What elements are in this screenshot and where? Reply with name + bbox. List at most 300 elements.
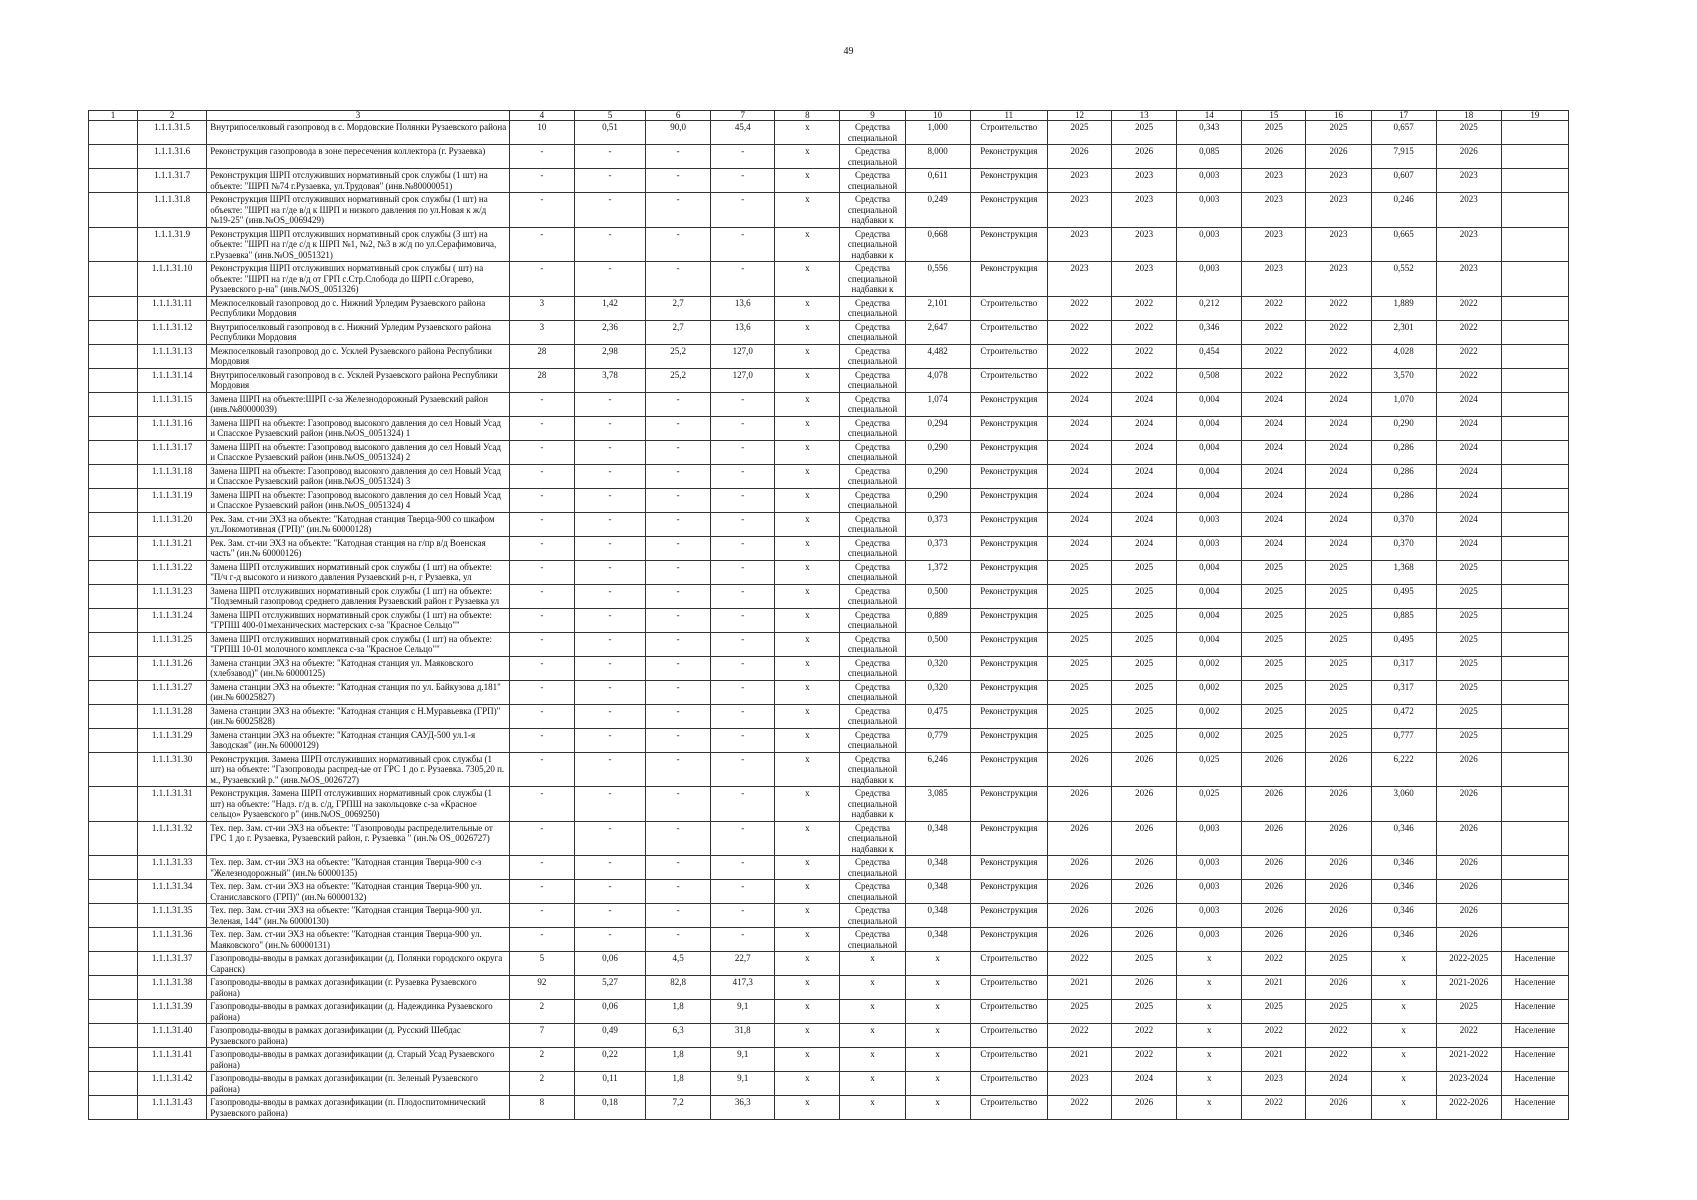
cell-text-line: специальной	[847, 273, 898, 284]
table-cell: 0,607	[1371, 169, 1436, 193]
table-cell: 0,370	[1371, 512, 1436, 536]
table-cell: 0,348	[905, 904, 970, 928]
table-cell	[1501, 752, 1568, 787]
cell-text-line: шт) на объекте: "Газопроводы распред-ые от ГРС 1 до г. Рузаевка. 7305,20 п.	[210, 764, 505, 774]
item-code-cell: 1.1.1.31.40	[138, 1024, 207, 1048]
item-code-cell: 1.1.1.31.41	[138, 1048, 207, 1072]
table-cell	[840, 1048, 905, 1072]
table-cell: 2022	[1242, 952, 1306, 976]
table-cell: 2022	[1436, 296, 1501, 320]
table-cell: -	[646, 560, 711, 584]
table-row	[89, 728, 1569, 752]
table-cell	[840, 536, 905, 560]
table-cell	[89, 752, 138, 787]
table-cell: 0,249	[905, 193, 970, 228]
table-cell: Реконструкция	[970, 752, 1047, 787]
table-cell: 2024	[1047, 488, 1111, 512]
cell-text-line: Реконструкция ШРП отслуживших нормативный срок службы (1 шт) на	[210, 194, 488, 204]
table-cell: x	[1371, 1096, 1436, 1120]
table-cell	[89, 608, 138, 632]
table-cell: 0,343	[1177, 121, 1242, 145]
table-cell: x	[905, 976, 970, 1000]
table-cell: -	[711, 680, 775, 704]
table-row	[89, 1096, 1569, 1120]
table-cell: 2025	[1242, 608, 1306, 632]
table-cell: x	[905, 952, 970, 976]
table-cell: 2026	[1047, 856, 1111, 880]
cell-text-line: специальной	[847, 132, 898, 143]
object-name-cell	[207, 787, 510, 822]
cell-text-line: "П/ч г-д высокого и низкого давления Рузаевский р-н, г Рузаевка, ул	[210, 572, 472, 582]
object-name-cell	[207, 416, 510, 440]
table-cell: 2022	[1047, 1096, 1111, 1120]
table-cell: -	[646, 464, 711, 488]
column-number-cell: 17	[1371, 111, 1436, 121]
object-name-cell	[207, 976, 510, 1000]
column-number-cell: 10	[905, 111, 970, 121]
table-cell: Строительство	[970, 320, 1047, 344]
object-name-cell	[207, 1000, 510, 1024]
table-cell: 22,7	[711, 952, 775, 976]
column-number-cell: 5	[574, 111, 645, 121]
cell-text-line: Замена станции ЭХЗ на объекте: "Катодная станция по ул. Байкузова д.181"	[210, 681, 501, 692]
table-row	[89, 344, 1569, 368]
table-cell: 28	[509, 368, 574, 392]
table-cell	[840, 488, 905, 512]
table-row	[89, 680, 1569, 704]
cell-text-line: специальной	[847, 204, 898, 215]
cell-text-line: Средства	[855, 321, 891, 332]
cell-text-line: Межпоселковый газопровод до с. Нижний Урледим Рузаевского района	[210, 297, 486, 308]
cell-text-line: специальной	[847, 548, 898, 558]
table-cell	[840, 512, 905, 536]
table-cell: 2026	[1436, 821, 1501, 856]
table-cell: 7,915	[1371, 145, 1436, 169]
table-cell	[89, 536, 138, 560]
object-name-cell	[207, 193, 510, 228]
table-cell: 0,454	[1177, 344, 1242, 368]
table-cell: 2022	[1047, 296, 1111, 320]
table-cell: 0,495	[1371, 584, 1436, 608]
cell-text-line: надбавки к	[851, 249, 894, 260]
cell-text-line: специальной	[847, 915, 898, 926]
table-cell: 0,320	[905, 656, 970, 680]
table-cell: -	[574, 680, 645, 704]
table-cell: -	[646, 656, 711, 680]
item-code-cell: 1.1.1.31.32	[138, 821, 207, 856]
table-cell	[840, 368, 905, 392]
cell-text-line: (инв.№80000039)	[210, 404, 277, 414]
table-cell: -	[509, 787, 574, 822]
table-row	[89, 904, 1569, 928]
table-cell: 0,003	[1177, 856, 1242, 880]
table-cell	[1501, 368, 1568, 392]
table-cell: Строительство	[970, 121, 1047, 145]
investment-program-table	[88, 110, 1569, 1120]
table-cell: -	[574, 608, 645, 632]
table-cell: 2022	[1242, 320, 1306, 344]
table-cell: 0,004	[1177, 632, 1242, 656]
table-cell	[1501, 904, 1568, 928]
table-cell: 2023	[1242, 1072, 1306, 1096]
table-cell: Реконструкция	[970, 169, 1047, 193]
table-cell: 2026	[1242, 928, 1306, 952]
table-cell: -	[711, 856, 775, 880]
table-cell: -	[509, 145, 574, 169]
table-cell: 2021-2022	[1436, 1048, 1501, 1072]
table-cell: Население	[1501, 1000, 1568, 1024]
table-row	[89, 262, 1569, 297]
table-cell: 2025	[1436, 728, 1501, 752]
table-cell: x	[905, 1000, 970, 1024]
table-cell: Население	[1501, 1048, 1568, 1072]
table-cell: 5	[509, 952, 574, 976]
table-cell: 2023	[1436, 169, 1501, 193]
table-cell: 0,246	[1371, 193, 1436, 228]
item-code-cell: 1.1.1.31.14	[138, 368, 207, 392]
table-cell: -	[574, 227, 645, 262]
table-cell: 0,611	[905, 169, 970, 193]
table-cell: 31,8	[711, 1024, 775, 1048]
table-cell: x	[1177, 1096, 1242, 1120]
table-cell	[1501, 512, 1568, 536]
table-cell: 0,317	[1371, 680, 1436, 704]
table-cell: 2	[509, 1048, 574, 1072]
table-cell: 2026	[1306, 856, 1371, 880]
table-cell: -	[646, 632, 711, 656]
object-name-cell	[207, 1096, 510, 1120]
column-number-cell: 2	[138, 111, 207, 121]
table-cell	[1501, 632, 1568, 656]
table-cell: 2023	[1242, 193, 1306, 228]
table-cell	[89, 121, 138, 145]
table-row	[89, 193, 1569, 228]
table-cell: 0,004	[1177, 560, 1242, 584]
table-cell: 2024	[1436, 488, 1501, 512]
table-cell: x	[775, 1048, 840, 1072]
table-row	[89, 856, 1569, 880]
table-cell: Реконструкция	[970, 608, 1047, 632]
table-cell: 4,482	[905, 344, 970, 368]
cell-text-line: Тех. пер. Зам. ст-ии ЭХЗ на объекте: "Катодная станция Тверца-900 с-з	[210, 857, 482, 867]
table-cell: x	[775, 1000, 840, 1024]
item-code-cell: 1.1.1.31.24	[138, 608, 207, 632]
table-row	[89, 464, 1569, 488]
table-cell	[1501, 787, 1568, 822]
table-cell	[1501, 344, 1568, 368]
table-cell	[89, 704, 138, 728]
cell-text-line: Средства	[855, 489, 891, 500]
table-cell: 2025	[1242, 728, 1306, 752]
table-cell: 1,8	[646, 1072, 711, 1096]
table-cell: 2022	[1242, 1024, 1306, 1048]
table-cell	[89, 227, 138, 262]
item-code-cell: 1.1.1.31.39	[138, 1000, 207, 1024]
table-cell	[89, 632, 138, 656]
cell-text-line: (ин.№ 60025827)	[210, 692, 275, 702]
table-cell: 2024	[1047, 392, 1111, 416]
table-cell: 0,004	[1177, 392, 1242, 416]
table-cell: 0,373	[905, 536, 970, 560]
table-cell: 2024	[1306, 464, 1371, 488]
table-cell: -	[574, 193, 645, 228]
table-cell	[89, 680, 138, 704]
table-cell	[1501, 440, 1568, 464]
table-cell: -	[509, 262, 574, 297]
object-name-cell	[207, 952, 510, 976]
table-cell: 2023	[1436, 262, 1501, 297]
table-cell: 2022	[1112, 296, 1177, 320]
table-cell	[840, 169, 905, 193]
table-cell: x	[1371, 1048, 1436, 1072]
table-cell: x	[1371, 1000, 1436, 1024]
table-cell: 2025	[1436, 1000, 1501, 1024]
table-cell: 2025	[1306, 608, 1371, 632]
table-cell: -	[646, 584, 711, 608]
table-cell: 0,004	[1177, 416, 1242, 440]
table-cell: 2026	[1112, 752, 1177, 787]
table-cell: Реконструкция	[970, 928, 1047, 952]
table-cell	[1501, 608, 1568, 632]
table-cell: -	[509, 488, 574, 512]
cell-text-line: Средства	[855, 929, 891, 939]
cell-text-line: Средства	[855, 881, 891, 891]
table-cell: 2025	[1047, 584, 1111, 608]
table-cell: Реконструкция	[970, 856, 1047, 880]
cell-text-line: Реконструкция ШРП отслуживших нормативный срок службы (1 шт) на	[210, 170, 488, 180]
table-cell: 2025	[1047, 656, 1111, 680]
table-cell	[89, 856, 138, 880]
table-cell: -	[711, 560, 775, 584]
table-cell: 2026	[1047, 880, 1111, 904]
table-cell	[89, 488, 138, 512]
table-cell: 2024	[1047, 464, 1111, 488]
table-cell: 0,06	[574, 952, 645, 976]
table-cell: 0,003	[1177, 512, 1242, 536]
object-name-cell	[207, 821, 510, 856]
table-cell: -	[711, 787, 775, 822]
table-cell: -	[646, 169, 711, 193]
table-cell: 0,003	[1177, 880, 1242, 904]
table-cell: 2026	[1306, 821, 1371, 856]
cell-text-line: Мордовия	[210, 356, 250, 366]
table-cell: 0,290	[1371, 416, 1436, 440]
table-row	[89, 392, 1569, 416]
table-cell: x	[775, 752, 840, 787]
table-cell: x	[775, 952, 840, 976]
table-cell: 2025	[1047, 608, 1111, 632]
table-cell: 2023	[1436, 227, 1501, 262]
table-cell: 45,4	[711, 121, 775, 145]
table-cell: -	[574, 752, 645, 787]
table-cell: -	[574, 416, 645, 440]
cell-text-line: объекте: "ШРП №74 г.Рузаевка, ул.Трудовая" (инв.№80000051)	[210, 180, 453, 191]
table-cell: 2026	[1436, 928, 1501, 952]
table-cell: 1,000	[905, 121, 970, 145]
table-cell: Реконструкция	[970, 904, 1047, 928]
table-cell	[89, 1000, 138, 1024]
table-cell: 2025	[1242, 584, 1306, 608]
cell-text-line: специальной	[847, 764, 898, 774]
table-cell: 2025	[1306, 632, 1371, 656]
table-cell: 1,42	[574, 296, 645, 320]
table-cell: 2022	[1306, 344, 1371, 368]
cell-text-line: Средства	[855, 146, 891, 156]
cell-text-line: Реконструкция газопровода в зоне пересечения коллектора (г. Рузаевка)	[210, 146, 486, 156]
cell-text-line: надбавки к	[851, 215, 894, 225]
table-cell: 0,346	[1371, 880, 1436, 904]
table-cell: -	[509, 904, 574, 928]
table-cell: 0,003	[1177, 193, 1242, 228]
table-cell: Реконструкция	[970, 632, 1047, 656]
table-cell: 82,8	[646, 976, 711, 1000]
cell-text-line: Средства	[855, 857, 891, 867]
table-cell	[89, 904, 138, 928]
table-row	[89, 227, 1569, 262]
table-cell: x	[1177, 952, 1242, 976]
table-cell: 2026	[1436, 904, 1501, 928]
table-cell: 2024	[1436, 416, 1501, 440]
table-cell: Реконструкция	[970, 787, 1047, 822]
table-cell: 2024	[1242, 440, 1306, 464]
table-cell: -	[646, 821, 711, 856]
table-cell: 2024	[1436, 536, 1501, 560]
table-cell	[840, 464, 905, 488]
table-cell	[1501, 928, 1568, 952]
table-cell: 0,003	[1177, 262, 1242, 297]
table-cell: 0,885	[1371, 608, 1436, 632]
object-name-cell	[207, 464, 510, 488]
table-cell: 10	[509, 121, 574, 145]
cell-text-line: Газопроводы-вводы в рамках догазификации (д. Русский Шебдас	[210, 1025, 461, 1035]
item-code-cell: 1.1.1.31.30	[138, 752, 207, 787]
table-cell: -	[509, 821, 574, 856]
table-cell: 0,286	[1371, 440, 1436, 464]
table-cell: 0,003	[1177, 536, 1242, 560]
table-cell: 2021	[1242, 976, 1306, 1000]
cell-text-line: Средства	[855, 441, 891, 452]
table-cell: 2025	[1306, 1000, 1371, 1024]
table-cell: 2026	[1436, 752, 1501, 787]
table-cell: 2024	[1242, 488, 1306, 512]
table-cell: 2023	[1047, 169, 1111, 193]
table-cell: 2022	[1306, 296, 1371, 320]
table-cell: x	[1371, 1024, 1436, 1048]
table-cell: 8,000	[905, 145, 970, 169]
table-cell	[840, 632, 905, 656]
cell-text-line: специальной	[847, 572, 898, 582]
table-cell: -	[711, 392, 775, 416]
cell-text-line: специальной	[847, 500, 898, 510]
cell-text-line: и Спасское Рузаевский район (инв.№OS_0051324) 4	[210, 500, 411, 510]
table-cell: 0,290	[905, 440, 970, 464]
table-cell: 0,11	[574, 1072, 645, 1096]
table-cell: 2023	[1112, 262, 1177, 297]
table-row	[89, 880, 1569, 904]
table-cell: -	[509, 880, 574, 904]
item-code-cell: 1.1.1.31.8	[138, 193, 207, 228]
table-cell: x	[775, 1024, 840, 1048]
cell-text-line: специальной	[847, 156, 898, 167]
table-cell: x	[905, 1048, 970, 1072]
table-cell: -	[574, 536, 645, 560]
table-cell	[89, 656, 138, 680]
item-code-cell: 1.1.1.31.9	[138, 227, 207, 262]
table-cell: x	[775, 1072, 840, 1096]
table-cell	[1501, 392, 1568, 416]
cell-text-line: Рузаевского района)	[210, 1107, 288, 1118]
table-cell: 2,101	[905, 296, 970, 320]
table-cell: Строительство	[970, 1072, 1047, 1096]
table-cell: x	[775, 976, 840, 1000]
table-cell	[840, 416, 905, 440]
table-cell: -	[574, 145, 645, 169]
table-cell	[89, 787, 138, 822]
column-number-cell: 19	[1501, 111, 1568, 121]
table-cell: -	[646, 680, 711, 704]
cell-text-line: Замена станции ЭХЗ на объекте: "Катодная станция ул. Маяковского	[210, 657, 474, 668]
table-cell	[840, 1072, 905, 1096]
table-cell: 2025	[1047, 704, 1111, 728]
cell-text-line: специальной	[847, 867, 898, 878]
cell-text-line: специальной	[847, 644, 898, 654]
table-cell: 0,06	[574, 1000, 645, 1024]
cell-text-line: "Железнодорожный" (ин.№ 60000135)	[210, 867, 358, 878]
table-cell: 2026	[1047, 928, 1111, 952]
table-cell: 2024	[1242, 512, 1306, 536]
table-cell: 2022	[1047, 1024, 1111, 1048]
item-code-cell: 1.1.1.31.10	[138, 262, 207, 297]
table-cell: -	[574, 656, 645, 680]
table-cell: -	[574, 169, 645, 193]
table-cell: 127,0	[711, 344, 775, 368]
table-cell: 2026	[1242, 145, 1306, 169]
table-cell: Строительство	[970, 952, 1047, 976]
cell-text-line: Средства	[855, 585, 891, 596]
table-cell: 0,346	[1371, 904, 1436, 928]
table-cell: -	[509, 512, 574, 536]
cell-text-line: Газопроводы-вводы в рамках догазификации (д. Полянки городского округа	[210, 953, 503, 963]
cell-text-line: Средства	[855, 905, 891, 915]
table-cell	[89, 368, 138, 392]
cell-text-line: специальной	[847, 380, 898, 390]
cell-text-line: и Спасское Рузаевский район (инв.№OS_0051324) 2	[210, 452, 411, 462]
table-cell: 2024	[1112, 488, 1177, 512]
table-cell: Реконструкция	[970, 392, 1047, 416]
table-cell: 2024	[1112, 440, 1177, 464]
table-cell: 2025	[1306, 704, 1371, 728]
item-code-cell: 1.1.1.31.31	[138, 787, 207, 822]
table-cell: 2025	[1112, 656, 1177, 680]
cell-text-line: Средства	[855, 194, 891, 204]
table-cell: x	[775, 145, 840, 169]
table-cell: 9,1	[711, 1048, 775, 1072]
table-cell: -	[646, 787, 711, 822]
table-cell: 0,286	[1371, 488, 1436, 512]
table-cell: -	[711, 880, 775, 904]
cell-text-line: Замена ШРП отслуживших нормативный срок службы (1 шт) на объекте:	[210, 609, 492, 620]
table-row	[89, 928, 1569, 952]
table-cell: 2026	[1436, 856, 1501, 880]
table-cell: x	[775, 368, 840, 392]
table-cell: -	[711, 608, 775, 632]
cell-text-line: и Спасское Рузаевский район (инв.№OS_0051324) 3	[210, 476, 411, 486]
table-cell: 9,1	[711, 1072, 775, 1096]
table-cell: 0,508	[1177, 368, 1242, 392]
table-cell: x	[1177, 1048, 1242, 1072]
table-cell	[840, 1000, 905, 1024]
cell-text-line: специальной	[847, 833, 898, 843]
